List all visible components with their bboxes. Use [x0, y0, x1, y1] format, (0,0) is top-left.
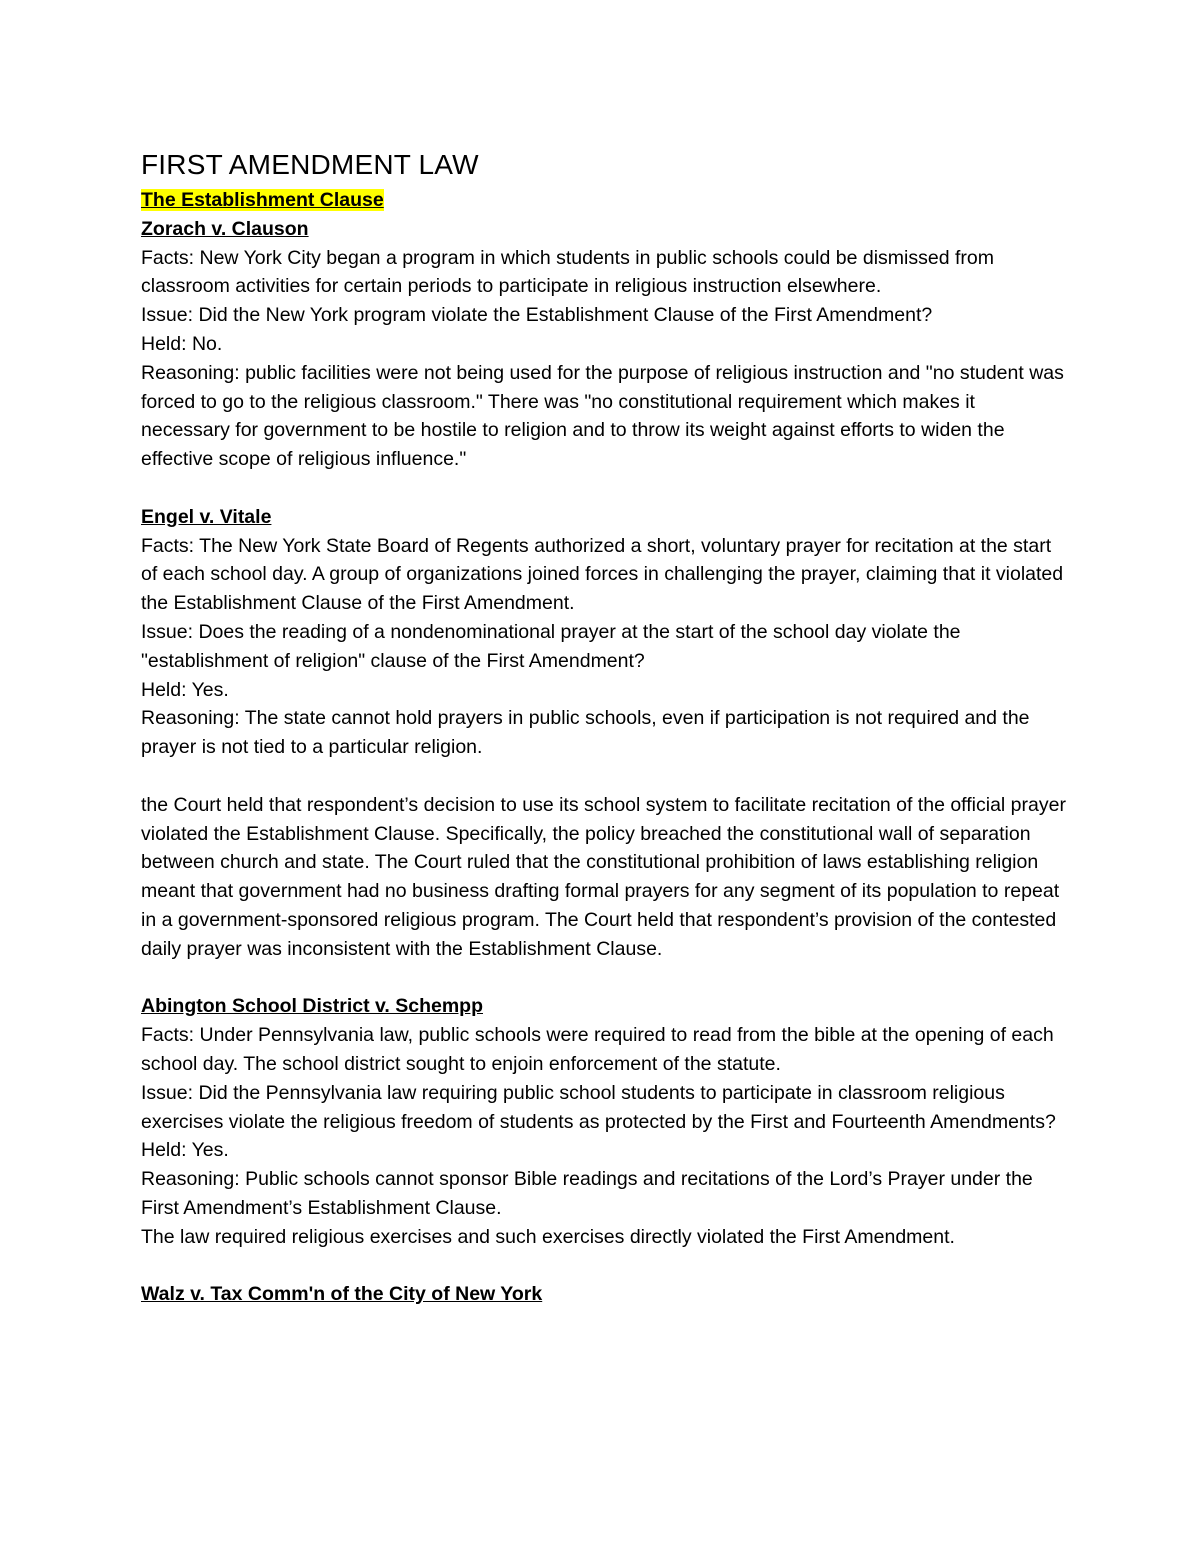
section-heading: [141, 186, 1066, 215]
case-held: Held: Yes.: [141, 678, 229, 701]
case-reasoning: Reasoning: Public schools cannot sponsor Bible readings and recitations of the Lord’s Prayer under the First Amendment’s Establishment Clause.: [141, 1168, 1033, 1219]
case-title: Walz v. Tax Comm'n of the City of New York: [141, 1283, 543, 1306]
case-conclusion: The law required religious exercises and such exercises directly violated the First Amendment.: [141, 1225, 955, 1248]
case-issue: Issue: Did the New York program violate the Establishment Clause of the First Amendment?: [141, 304, 933, 327]
case-issue: Issue: Does the reading of a nondenominational prayer at the start of the school day violate the "establishment of religion" clause of the First Amendment?: [141, 620, 961, 672]
case-engel: [141, 503, 1066, 762]
case-title: Abington School District v. Schempp: [141, 995, 483, 1018]
case-walz: [141, 1280, 1066, 1309]
case-facts: Facts: The New York State Board of Regents authorized a short, voluntary prayer for recitation at the start of each school day. A group of organizations joined forces in challenging the prayer, claiming that it violated the Establishment Clause of the First Amendment.: [141, 534, 1064, 615]
case-title: Engel v. Vitale: [141, 505, 272, 528]
case-held: Held: No.: [141, 332, 223, 355]
highlighted-heading-text: The Establishment Clause: [141, 189, 384, 211]
case-facts: Facts: Under Pennsylvania law, public schools were required to read from the bible at the opening of each school day. The school district sought to enjoin enforcement of the statute.: [141, 1024, 1054, 1075]
case-facts: Facts: New York City began a program in which students in public schools could be dismissed from classroom activities for certain periods to participate in religious instruction elsewhere.: [141, 246, 994, 298]
case-zorach: [141, 215, 1066, 474]
case-reasoning: Reasoning: public facilities were not being used for the purpose of religious instruction and "no student was forced to go to the religious classroom." There was "no constitutional requirement which makes it necessary for government to be hostile to religion and to throw its weight against efforts to widen the effective scope of religious influence.": [141, 361, 1064, 471]
document-title: FIRST AMENDMENT LAW: [141, 149, 479, 180]
case-issue: Issue: Did the Pennsylvania law requiring public school students to participate in classroom religious exercises violate the religious freedom of students as protected by the First and Fourteenth Amendments?: [141, 1081, 1056, 1133]
case-holding-paragraph: the Court held that respondent’s decision to use its school system to facilitate recitation of the official prayer violated the Establishment Clause. Specifically, the policy breached the constitutional wall of separation between church and state. The Court ruled that the constitutional prohibition of laws establishing religion meant that government had no business drafting formal prayers for any segment of its population to repeat in a government-sponsored religious program. The Court held that respondent’s provision of the contested daily prayer was inconsistent with the Establishment Clause.: [141, 793, 1066, 960]
case-abington: [141, 992, 1066, 1251]
case-held: Held: Yes.: [141, 1139, 229, 1162]
case-reasoning: Reasoning: The state cannot hold prayers in public schools, even if participation is not required and the prayer is not tied to a particular religion.: [141, 707, 1030, 759]
document-page: [141, 148, 1066, 1338]
case-title: Zorach v. Clauson: [141, 217, 309, 240]
